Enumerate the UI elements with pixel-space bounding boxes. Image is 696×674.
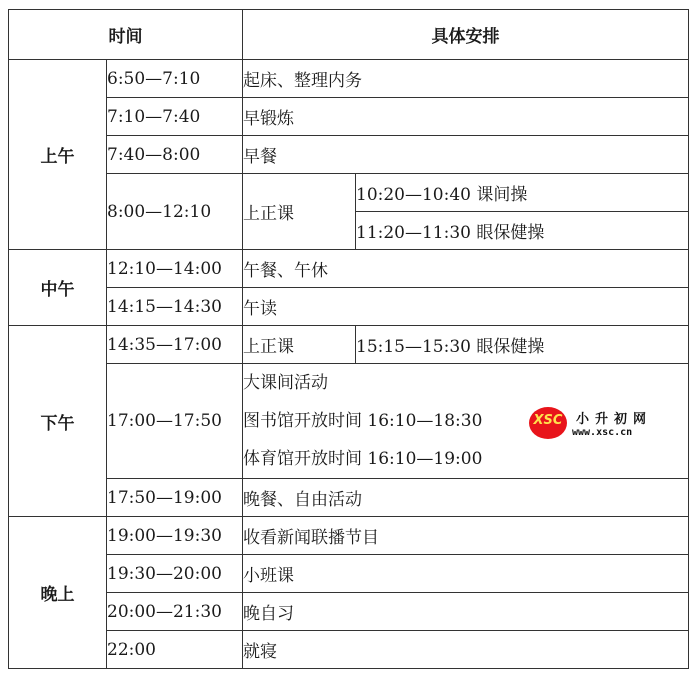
table-row bbox=[9, 250, 689, 288]
activity-cell: 午餐、午休 bbox=[243, 250, 689, 288]
activity-cell: 午读 bbox=[243, 288, 689, 326]
time-cell: 20:00—21:30 bbox=[107, 593, 243, 631]
header-time: 时间 bbox=[9, 10, 243, 60]
period-evening: 晚上 bbox=[9, 517, 107, 669]
period-morning: 上午 bbox=[9, 60, 107, 250]
activity-cell: 起床、整理内务 bbox=[243, 60, 689, 98]
activity-line: 图书馆开放时间 16:10—18:30 bbox=[243, 411, 483, 431]
sub-activity-cell: 10:20—10:40 课间操 bbox=[356, 174, 689, 212]
activity-cell: 早锻炼 bbox=[243, 98, 689, 136]
header-plan: 具体安排 bbox=[243, 10, 689, 60]
schedule-table bbox=[8, 9, 689, 669]
time-cell: 12:10—14:00 bbox=[107, 250, 243, 288]
table-row bbox=[9, 174, 689, 212]
activity-cell: 晚自习 bbox=[243, 593, 689, 631]
table-row bbox=[9, 517, 689, 555]
sub-activity-cell: 11:20—11:30 眼保健操 bbox=[356, 212, 689, 250]
activity-cell: 晚餐、自由活动 bbox=[243, 479, 689, 517]
table-row bbox=[9, 479, 689, 517]
time-cell: 8:00—12:10 bbox=[107, 174, 243, 250]
activity-cell: 上正课 bbox=[243, 326, 356, 364]
activity-cell: 上正课 bbox=[243, 174, 356, 250]
header-row bbox=[9, 10, 689, 60]
activity-cell: 早餐 bbox=[243, 136, 689, 174]
time-cell: 22:00 bbox=[107, 631, 243, 669]
table-row bbox=[9, 326, 689, 364]
logo-url: www.xsc.cn bbox=[572, 427, 633, 438]
watermark-logo bbox=[528, 406, 690, 446]
table-row bbox=[9, 136, 689, 174]
table-row bbox=[9, 288, 689, 326]
sub-activity-cell: 15:15—15:30 眼保健操 bbox=[356, 326, 689, 364]
time-cell: 7:10—7:40 bbox=[107, 98, 243, 136]
time-cell bbox=[107, 364, 243, 479]
time-cell: 14:15—14:30 bbox=[107, 288, 243, 326]
time-cell: 17:50—19:00 bbox=[107, 479, 243, 517]
activity-cell: 小班课 bbox=[243, 555, 689, 593]
badge-text: XSC bbox=[533, 413, 563, 428]
table-row bbox=[9, 60, 689, 98]
activity-line: 体育馆开放时间 16:10—19:00 bbox=[243, 449, 483, 469]
time-cell: 19:30—20:00 bbox=[107, 555, 243, 593]
table-row bbox=[9, 631, 689, 669]
table-row bbox=[9, 555, 689, 593]
period-noon: 中午 bbox=[9, 250, 107, 326]
table-row bbox=[9, 98, 689, 136]
time-text: 17:00—17:50 bbox=[107, 411, 222, 431]
logo-name: 小升初网 bbox=[576, 412, 653, 427]
activity-cell: 收看新闻联播节目 bbox=[243, 517, 689, 555]
period-afternoon: 下午 bbox=[9, 326, 107, 517]
activity-line: 大课间活动 bbox=[243, 373, 328, 393]
time-cell: 6:50—7:10 bbox=[107, 60, 243, 98]
time-cell: 19:00—19:30 bbox=[107, 517, 243, 555]
table-row bbox=[9, 593, 689, 631]
time-cell: 14:35—17:00 bbox=[107, 326, 243, 364]
activity-cell: 就寝 bbox=[243, 631, 689, 669]
time-cell: 7:40—8:00 bbox=[107, 136, 243, 174]
